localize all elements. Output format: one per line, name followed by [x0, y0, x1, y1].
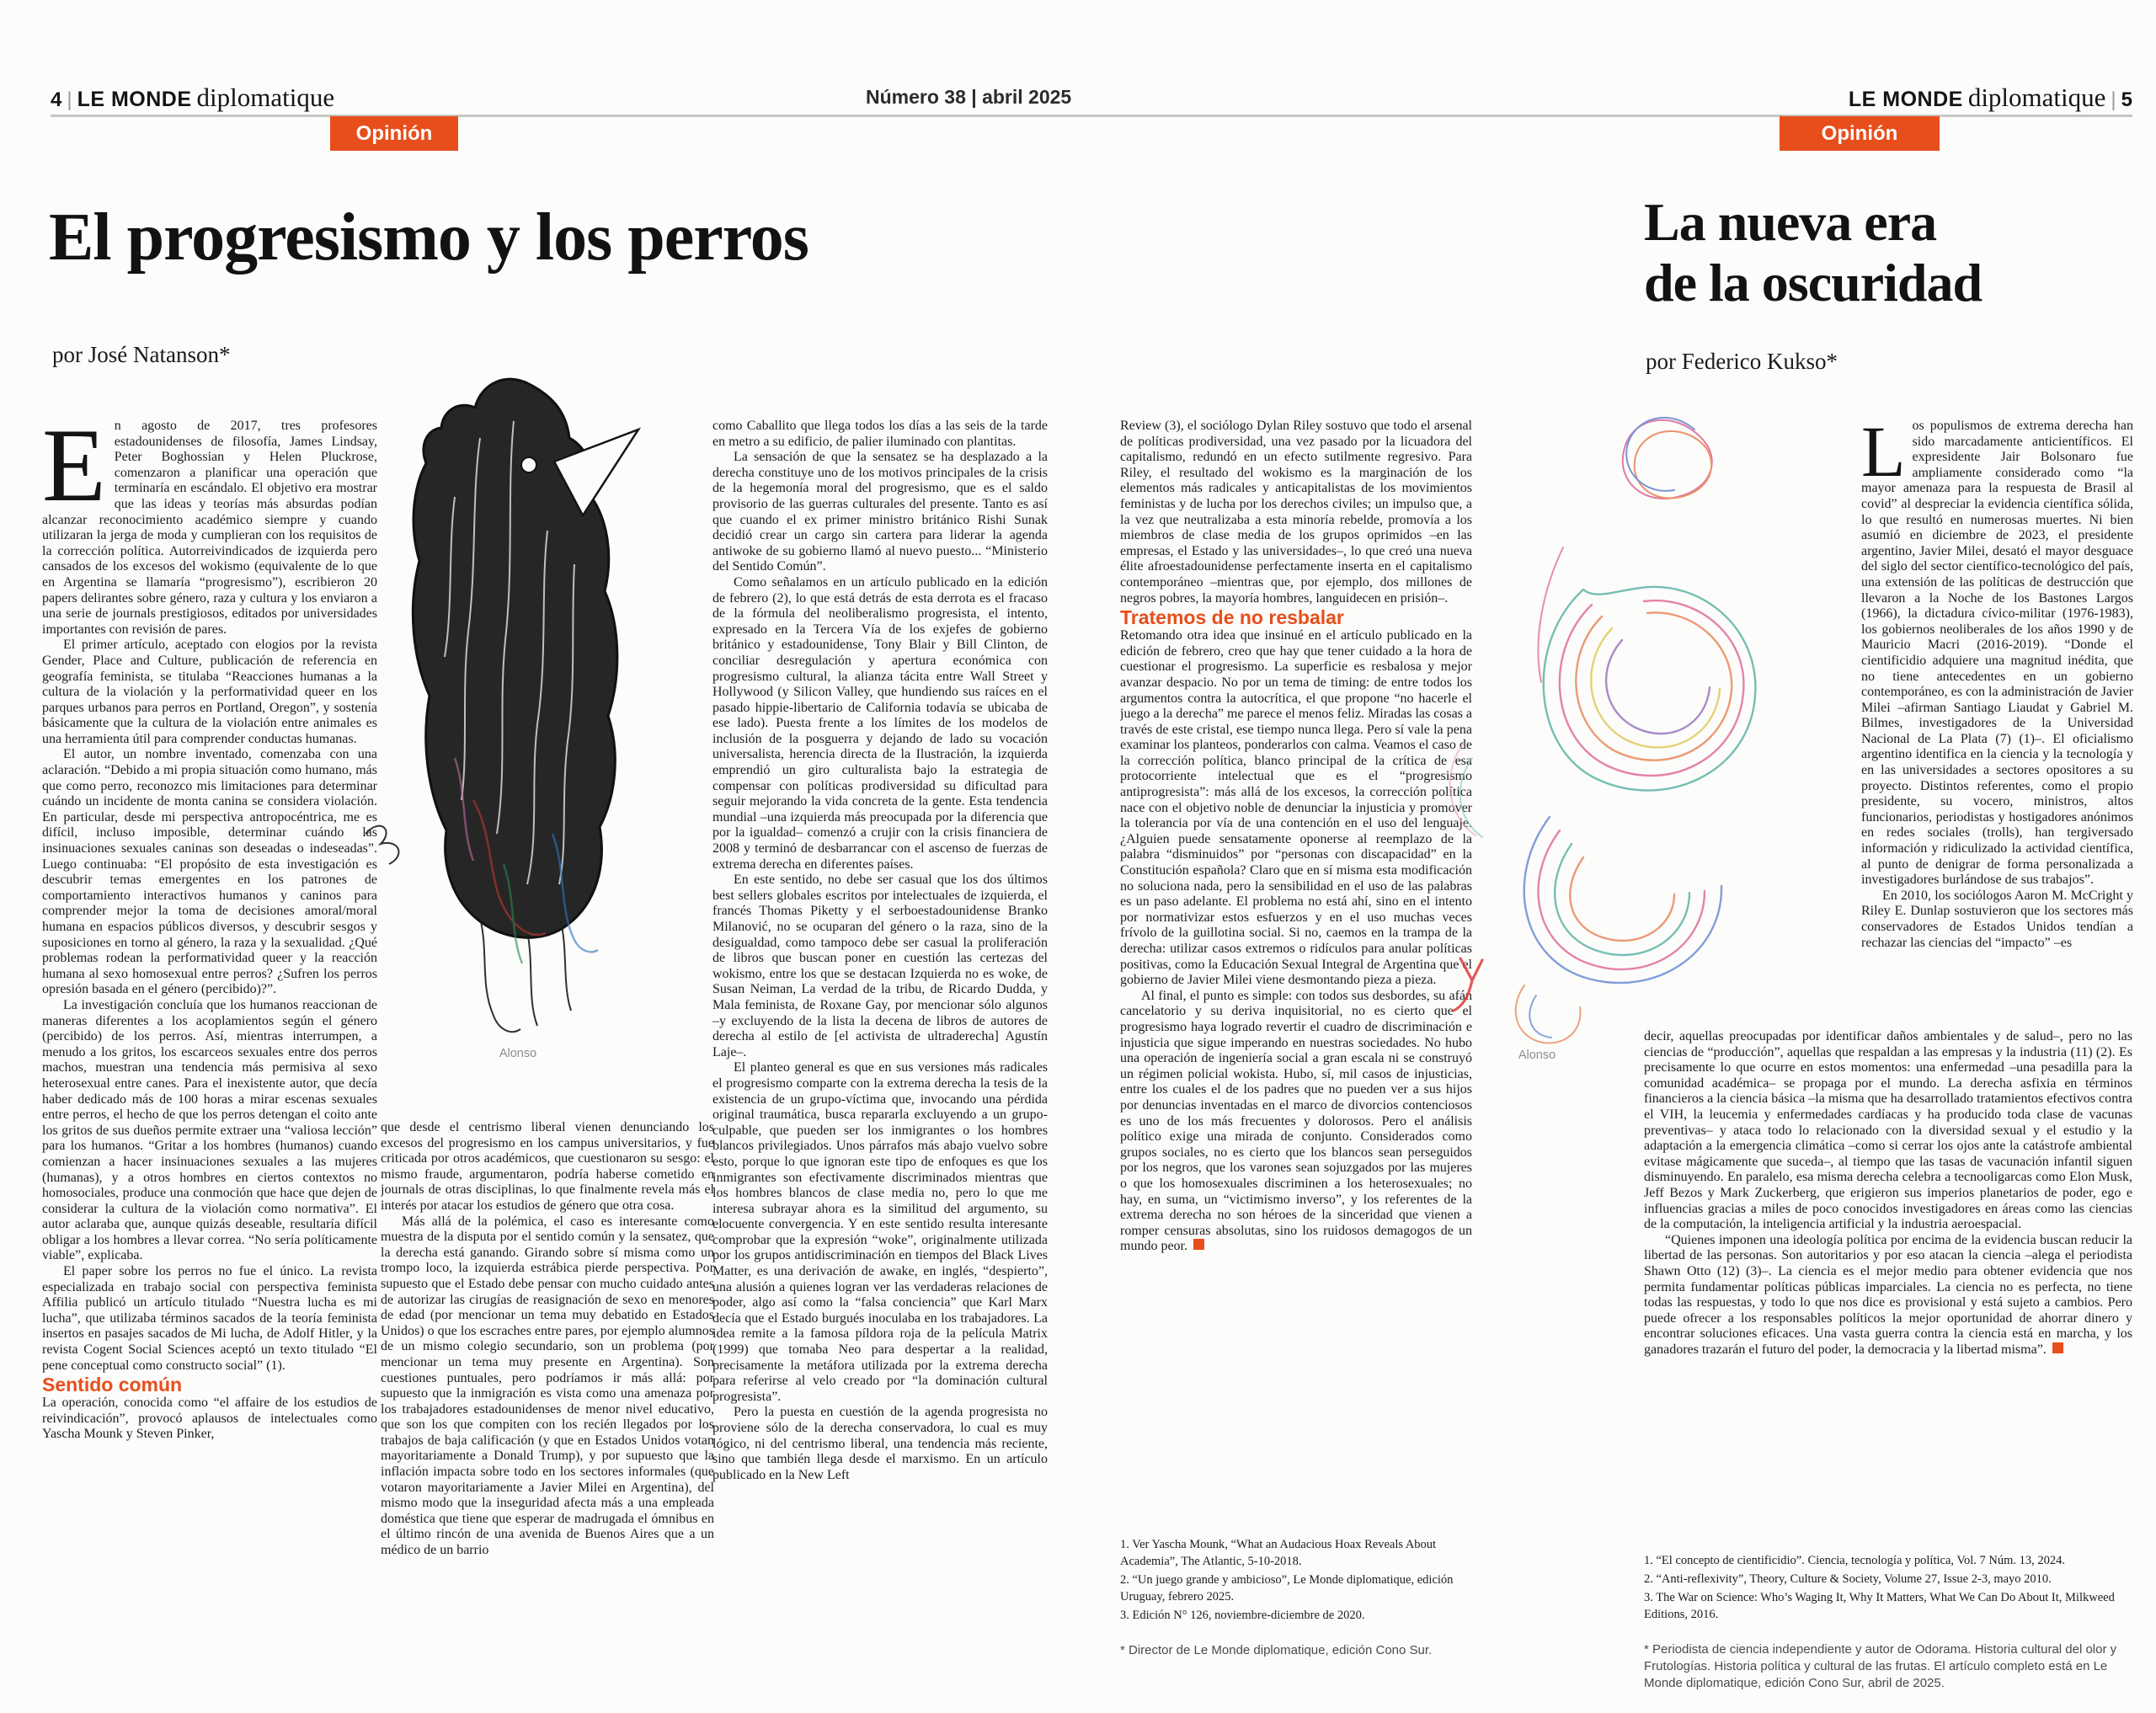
- section-tab-opinion-right: Opinión: [1780, 116, 1940, 151]
- paragraph: “Quienes imponen una ideología política por encima de la evidencia buscan reducir la libertad de las personas. Son autoritarios y por eso atacan la ciencia –alega el periodista Shawn Otto (12) (3)–. La ciencia es el mejor medio para obtener evidencia que nos permita fundamentar políticas públicas imparciales. La ciencia no es perfecta, no tiene todas las respuestas, y todo lo que nos dice es provisional y está sujeto a cambios. Pero puede ofrecer a los responsables políticos la mejor oportunidad de ahorrar dinero y encontrar soluciones eficaces. Una vasta guerra contra la ciencia está en marcha, y los ganadores trazarán el futuro del poder, la democracia y la libertad misma”.: [1644, 1232, 2132, 1357]
- section-tab-opinion-left: Opinión: [330, 116, 458, 151]
- footnote: 1. Ver Yascha Mounk, “What an Audacious Hoax Reveals About Academia”, The Atlantic, 5-10-2018.: [1120, 1538, 1437, 1568]
- illustration-credit-left: Alonso: [499, 1047, 537, 1060]
- right-article-footnotes: [1644, 1552, 2137, 1625]
- right-article-byline: por Federico Kukso*: [1646, 349, 1838, 374]
- paragraph: La investigación concluía que los humanos reaccionan de maneras diferentes a los acoplamientos según el género (percibido) de los perros. Así, mientras interrumpen, a menudo a los gritos, los escarceos sexuales entre dos perros machos, muestran una tendencia más permisiva al sexo heterosexual entre canes. Para el inexistente autor, que decía haber dedicado más de 100 horas a mirar escenas sexuales entre perros, el hecho de que los perros detengan el coito ante los gritos de sus dueños permite extraer una “valiosa lección” para los humanos. “Gritar a los hombres (humanos) cuando comienzan a hacer insinuaciones sexuales a las mujeres (humanas), y a otros hombres en ciertos contextos no homosociales, produce una conmoción que hace que dejen de considerar la cultura de la violación como normativa”. El autor aclaraba que, aunque quizás deseable, resultaría difícil obligar a los hombres a llevar correa. “No sería políticamente viable”, explicaba.: [42, 997, 377, 1263]
- left-article-column-1: [42, 419, 377, 1682]
- left-article-title: El progresismo y los perros: [49, 200, 808, 275]
- left-article-footnotes: [1120, 1536, 1472, 1625]
- title-line: de la oscuridad: [1644, 253, 1983, 312]
- issue-date: Número 38 | abril 2025: [866, 86, 1072, 108]
- article-end-mark: [1193, 1239, 1204, 1250]
- subhead-sentido-comun: Sentido común: [42, 1374, 183, 1396]
- paragraph: En este sentido, no debe ser casual que los dos últimos best sellers globales escritos por intelectuales de izquierda, el francés Thomas Piketty y el serboestadounidense Branko Milanović, no se ocuparan del género o la raza, sino de la desigualdad, como tampoco debe ser casual la proliferación de libros que buscan poner en cuestión las certezas del wokismo, entre los que se destacan Izquierda no es woke, de Susan Neiman, La verdad de la tribu, de Ricardo Dudda, y Mala feminista, de Roxane Gay, por mencionar sólo algunos –y excluyendo de la lista la decena de libros de autores de derecha al estilo de [el activista de ultraderecha] Agustín Laje–.: [712, 873, 1048, 1059]
- footnote: 3. The War on Science: Who’s Waging It, Why It Matters, What We Can Do About It, Milkweed Editions, 2016.: [1644, 1591, 2115, 1621]
- page-number-left: 4: [51, 88, 62, 111]
- illustration-dog-ink-sketch: [354, 362, 724, 1054]
- left-article-author-note: * Director de Le Monde diplomatique, edición Cono Sur.: [1120, 1643, 1433, 1657]
- masthead-bold: LE MONDE: [1848, 88, 1963, 111]
- illustration-credit-right: Alonso: [1518, 1049, 1556, 1062]
- paragraph: Los populismos de extrema derecha han sido marcadamente anticientíficos. El expresidente Jair Bolsonaro fue ampliamente considerado como “la mayor amenaza para la respuesta de Brasil al covid” al despreciar la evidencia científica sólida, lo que resultó en numerosas muertes. Ni bien asumió en diciembre de 2023, el presidente argentino, Javier Milei, desató el mayor desguace del siglo del sector científico-tecnológico del país, una extensión de las políticas de destrucción que llevaron a la Noche de los Bastones Largos (1966), la dictadura cívico-militar (1976-1983), los gobiernos neoliberales de los años 1990 y de Mauricio Macri (2016-2019). “Donde el cientificidio adquiere una magnitud inédita, que no tiene antecedentes en un gobierno contemporáneo, es con la administración de Javier Milei –afirman Santiago Liaudat y Gabriel M. Bilmes, investigadores de la Universidad Nacional de La Plata (7) (1)–. El oficialismo argentino identifica en la ciencia y la tecnología y en las universidades a sectores opositores a su proyecto. Distintos referentes, como el propio presidente, su vocero, ministros, altos funcionarios, periodistas y hostigadores anónimos en redes sociales (trolls), han tergiversado información y ridiculizado la actividad científica, al punto de denigrar de forma personalizada a investigadores burlándose de sus trabajos”.: [1861, 419, 2133, 888]
- footnote: 2. “Anti-reflexivity”, Theory, Culture & Society, Volume 27, Issue 2-3, mayo 2010.: [1644, 1572, 2052, 1586]
- paragraph: Al final, el punto es simple: con todos sus desbordes, su afán cancelatorio y su deriva inquisitorial, no es cierto que el progresismo haya logrado revertir el cuadro de discriminación e injusticia que sigue imperando en nuestras sociedades. No hubo una operación de ingeniería social a gran escala ni se construyó un régimen policial wokista. Hubo, sí, mil casos de injusticias, entre los cuales el de los padres que no pueden ver a sus hijos por denuncias inventadas en el marco de divorcios contenciosos es uno de los más frecuentes y dolorosos. Pero el análisis político exige una mirada de conjunto. Considerados como grupos sociales, no es cierto que los blancos sean perseguidos por los negros, que los varones sean sojuzgados por las mujeres o que los homosexuales discriminen a los heterosexuales; no hay, en suma, un “victimismo inverso”, y los referentes de la extrema derecha no son héroes de la sinceridad que vienen a romper censuras absolutas, sino los ruidosos demagogos de un mundo peor.: [1120, 988, 1472, 1254]
- paragraph: Como señalamos en un artículo publicado en la edición de febrero (2), lo que está detrás de esta derrota es el fracaso de la fórmula del neoliberalismo progresista, el intento, expresado en la Tercera Vía de los exjefes de gobierno británico y estadounidense, Tony Blair y Bill Clinton, de conciliar desregulación y apertura económica con progresismo cultural, la alianza tácita entre Wall Street y Hollywood (y Silicon Valley, que hundiendo sus raíces en el pasado hippie-libertario de California todavía se ubicaba de ese lado). Puesta frente a los límites de los modelos de inclusión de la posguerra y dejando de lado su vocación universalista, herencia directa de la Ilustración, la izquierda emprendió un giro culturalista bajo la estrategia de compensar con políticas prodiversidad su dificultad para seguir mejorando la vida concreta de la gente. Esta tendencia mundial –una izquierda más preocupada por la diferencia que por la igualdad– comenzó a crujir con la crisis financiera de 2008 y terminó de desbarrancar con el ascenso de fuerzas de extrema derecha en diferentes países.: [712, 574, 1048, 872]
- paragraph: que desde el centrismo liberal vienen denunciando los excesos del progresismo en los campus universitarios, y fue criticada por otros académicos, que cuestionaron su sesgo: el mismo fraude, argumentaron, podría haberse cometido en journals de otras disciplinas, lo que finalmente revela más el interés por atacar los estudios de género que otra cosa.: [381, 1120, 714, 1213]
- drop-cap: L: [1861, 419, 1906, 492]
- left-article-column-4: [1120, 419, 1472, 1532]
- paragraph: En 2010, los sociólogos Aaron M. McCright y Riley E. Dunlap sostuvieron que los sectores más conservadores de Estados Unidos tendían a rechazar las ciencias del “impacto” –es: [1861, 888, 2133, 950]
- paragraph: Más allá de la polémica, el caso es interesante como muestra de la disputa por el sentido común y la sensatez, que la derecha está ganando. Girando sobre sí misma como un trompo loco, la izquierda estrábica pierde perspectiva. Por supuesto que el Estado debe pensar con mucho cuidado antes de autorizar las cirugías de reasignación de sexo en menores de edad (por mencionar un tema muy debatido en Estados Unidos) o que los escraches entre pares, por ejemplo alumnos de un mismo colegio secundario, son un problema (por mencionar un tema muy presente en Argentina). Son cuestiones puntuales, pero podríamos ir más allá: por supuesto que la inmigración es vista como una amenaza por los trabajadores estadounidenses de menor nivel educativo, que son los que compiten con los recién llegados por los trabajos de baja calificación (y que en Estados Unidos votan mayoritariamente a Donald Trump), y por supuesto que la inflación impacta sobre todo en los sectores informales (que votaron mayoritariamente a Javier Milei en Argentina), del mismo modo que la inseguridad afecta más a una empleada doméstica que tiene que esperar de madrugada el ómnibus en el último rincón de una avenida de Buenos Aires que a un médico de un barrio: [381, 1214, 714, 1558]
- article-end-mark: [2052, 1342, 2063, 1353]
- paragraph: El planteo general es que en sus versiones más radicales el progresismo comparte con la extrema derecha la tesis de la existencia de un grupo-víctima que, invocando una pérdida original traumática, busca repararla excluyendo a un grupo-culpable, que pueden ser los inmigrantes o los hombres blancos privilegiados. Unos párrafos más abajo vuelvo sobre esto, porque lo que ignoran este tipo de enfoques es que los inmigrantes son efectivamente discriminados mientras que los hombres blancos de clase media no, pero lo que me interesa subrayar ahora es la similitud del argumento, su elocuente convergencia. Y en este sentido resulta interesante comprobar que la expresión “woke”, originalmente utilizada por los grupos antidiscriminación en tiempos del Black Lives Matter, es una derivación de awake, en inglés, “despierto”, una alusión a quienes logran ver las verdaderas relaciones de poder, algo así como la “falsa conciencia” que Karl Marx decía que el Estado burgués inoculaba en los trabajadores. La idea remite a la famosa píldora roja de la película Matrix (1999) que tomaba Neo para despertar a la realidad, precisamente la metáfora utilizada por la extrema derecha para referirse al velo creado por “la dominación cultural progresista”.: [712, 1060, 1048, 1404]
- paragraph: El primer artículo, aceptado con elogios por la revista Gender, Place and Culture, publicación de referencia en geografía feminista, se titulaba “Reacciones humanas a la cultura de la violación y la performatividad queer en los parques urbanos para perros en Portland, Oregon”, y sostenía básicamente que la cultura de la violación entre animales es una herramienta útil para comprender conductas humanas.: [42, 638, 377, 746]
- paragraph: como Caballito que llega todos los días a las seis de la tarde en metro a su edificio, de palier iluminado con plantitas.: [712, 419, 1048, 449]
- paragraph: El autor, un nombre inventado, comenzaba con una aclaración. “Debido a mi propia situación como humano, más que como perro, reconozco mis limitaciones para determinar cuándo un incidente de monta canina se considera violación. En particular, desde mi perspectiva antropocéntrica, me es difícil, incluso imposible, determinar cuándo las insinuaciones sexuales caninas son deseadas o indeseadas”. Luego continuaba: “El propósito de esta investigación es descubrir temas emergentes en los patrones de comportamiento interactivos humanos y caninos para comprender mejor la toma de decisiones amoral/moral humana en espacios públicos diversos, y descubrir sesgos y suposiciones en torno al género, la raza y la sexualidad. ¿Qué problemas rodean la performatividad queer y la reacción humana al sexo homosexual entre perros? ¿Sufren los perros opresión basada en el género (percibido)?”.: [42, 747, 377, 997]
- paragraph: decir, aquellas preocupadas por identificar daños ambientales y de salud–, pero no las ciencias de “producción”, aquellas que respaldan a las empresas y la industria (11) (2). Es precisamente lo que ocurre en estos momentos: una enfermedad –una pesadilla para la comunidad académica– se propaga por el mundo. La derecha asfixia en términos financieros a la ciencia básica –la misma que ha desarrollado tratamientos efectivos contra el VIH, la leucemia y enfermedades cardíacas y ha producido toda clase de vacunas preventivas– y ataca todo lo relacionado con la diversidad sexual y el estudio y la adaptación a la emergencia climática –como si cerrar los ojos ante la catástrofe ambiental evitase mágicamente que suceda–, al tiempo que las tasas de vacunación infantil siguen disminuyendo. En paralelo, esa misma derecha celebra a tecnooligarcas como Elon Musk, Jeff Bezos y Mark Zuckerberg, que erigieron sus imperios planetarios de poder, ego e influencias gracias a miles de poco conocidos investigadores en áreas como las ciencias de la computación, la inteligencia artificial y la industria aeroespacial.: [1644, 1029, 2132, 1232]
- folio-separator: |: [2111, 88, 2116, 111]
- footnote: 3. Edición N° 126, noviembre-diciembre de 2020.: [1120, 1609, 1365, 1622]
- page-number-right: 5: [2121, 88, 2132, 111]
- folio-right: [1849, 83, 2132, 113]
- paragraph: El paper sobre los perros no fue el único. La revista especializada en trabajo social con perspectiva feminista Affilia publicó un artículo titulado “Nuestra lucha es mi lucha”, que utilizaba términos sacados de la teoría feminista insertos en pasajes sacados de Mi lucha, de Adolf Hitler, y la revista Cogent Social Sciences aceptó un texto titulado “El pene conceptual como constructo social” (1).: [42, 1264, 377, 1373]
- left-article-byline: por José Natanson*: [52, 342, 231, 367]
- illustration-figure-scribble-sketch: [1423, 379, 1819, 1070]
- paragraph: Pero la puesta en cuestión de la agenda progresista no proviene sólo de la derecha conservadora, lo cual es muy lógico, ni del centrismo liberal, una tendencia más reciente, sino que también llega desde el marxismo. En un artículo publicado en la New Left: [712, 1405, 1048, 1482]
- paragraph: En agosto de 2017, tres profesores estadounidenses de filosofía, James Lindsay, Peter Boghossian y Helen Pluckrose, comenzaron a planificar una operación que terminaría en escándalo. El objetivo era mostrar que las ideas y teorías más absurdas podían alcanzar reconocimiento académico siempre y cuando utilizaran la jerga de moda y cumplieran con los requisitos de la corrección política. Autorreivindicados de izquierda pero cansados de los excesos del wokismo (equivalente de lo que en Argentina se llamaría “progresismo”), escribieron 20 papers delirantes sobre género, raza y cultura y los enviaron a una serie de journals prestigiosos, editados por universidades importantes con revisión de pares.: [42, 419, 377, 637]
- title-line: La nueva era: [1644, 192, 1937, 252]
- right-article-title: [1644, 192, 2149, 313]
- drop-cap: E: [42, 419, 106, 523]
- left-article-column-2: [381, 1120, 714, 1681]
- paragraph: La operación, conocida como “el affaire de los estudios de reivindicación”, provocó aplausos de intelectuales como Yascha Mounk y Steven Pinker,: [42, 1395, 377, 1442]
- paragraph: La sensación de que la sensatez se ha desplazado a la derecha constituye uno de los motivos principales de la crisis de la hegemonía moral del progresismo, que es el saldo provisorio de las guerras culturales del presente. Tanto es así que cuando el ex primer ministro británico Rishi Sunak decidió crear un cargo sin cartera para liderar la agenda antiwoke de su gobierno llamó al nuevo puesto... “Ministerio del Sentido Común”.: [712, 450, 1048, 574]
- footnote: 1. “El concepto de cientificidio”. Ciencia, tecnología y política, Vol. 7 Núm. 13, 2024.: [1644, 1554, 2065, 1567]
- folio-separator: |: [67, 88, 72, 111]
- left-article-column-3: [712, 419, 1048, 1680]
- folio-left: [51, 83, 334, 113]
- paragraph: Retomando otra idea que insinué en el artículo publicado en la edición de febrero, creo que hay que tener cuidado a la hora de cuestionar el progresismo. La superficie es resbalosa y mejor avanzar despacio. No por un tema de timing: de entre todos los argumentos contra la autocrítica, el que propone “no hacerle el juego a la derecha” me parece el menos feliz. Miradas las cosas a través de este cristal, ese tiempo nunca llega. Pero sí vale la pena examinar los planteos, ponderarlos con calma. Veamos el caso de la corrección política, blanco principal de la crítica de esa protocorriente intelectual que es el “progresismo antiprogresista”: más allá de los excesos, la corrección política nace con el objetivo noble de denunciar la injusticia y promover la tolerancia por vía de una contención en el uso del lenguaje. ¿Alguien puede sensatamente oponerse al reemplazo de la palabra “disminuidos” por “personas con discapacidad” en la Constitución española? Claro que en sí misma esta modificación no soluciona nada, pero la sensibilidad en el uso de las palabras es un paso adelante. El problema no está ahí, sino en el intento por normativizar estos esfuerzos y en el uso muchas veces frívolo de la guillotina social. Si no, caemos en la trampa de la derecha: utilizar casos extremos o ridículos para anular políticas positivas, como la Educación Sexual Integral de Argentina que el gobierno de Javier Milei viene desmontando pieza a pieza.: [1120, 628, 1472, 988]
- right-article-author-note: * Periodista de ciencia independiente y autor de Odorama. Historia cultural del olor y Frutologías. Historia política y cultural de las frutas. El artículo completo está en Le Monde diplomatique, edición Cono Sur, abril de 2025.: [1644, 1642, 2117, 1690]
- masthead-serif: diplomatique: [1967, 83, 2106, 112]
- paragraph: Review (3), el sociólogo Dylan Riley sostuvo que todo el arsenal de políticas prodiversidad, una vez pasado por la licuadora del capitalismo, redundó en un efecto sutilmente regresivo. Para Riley, el resultado del wokismo es la marginación de los elementos más radicales y anticapitalistas de los movimientos feministas y de lucha por los derechos civiles; un impulso que, a la vez que neutralizaba a esta minoría rebelde, promovía a los miembros de clase media de los grupos oprimidos –en las empresas, el Estado y las universidades–, lo que creó una nueva élite afroestadounidense perfectamente inserta en el capitalismo contemporáneo –mientras que, por ejemplo, dos millones de negros pobres, la mayoría hombres, languidecen en prisión–.: [1120, 419, 1472, 606]
- masthead-bold: LE MONDE: [77, 88, 192, 111]
- subhead-tratemos-de-no-resbalar: Tratemos de no resbalar: [1120, 606, 1344, 629]
- right-article-fullwidth-block: [1644, 1029, 2132, 1516]
- masthead-serif: diplomatique: [196, 83, 335, 112]
- footnote: 2. “Un juego grande y ambicioso”, Le Monde diplomatique, edición Uruguay, febrero 2025.: [1120, 1573, 1454, 1604]
- right-article-column: [1861, 419, 2133, 1032]
